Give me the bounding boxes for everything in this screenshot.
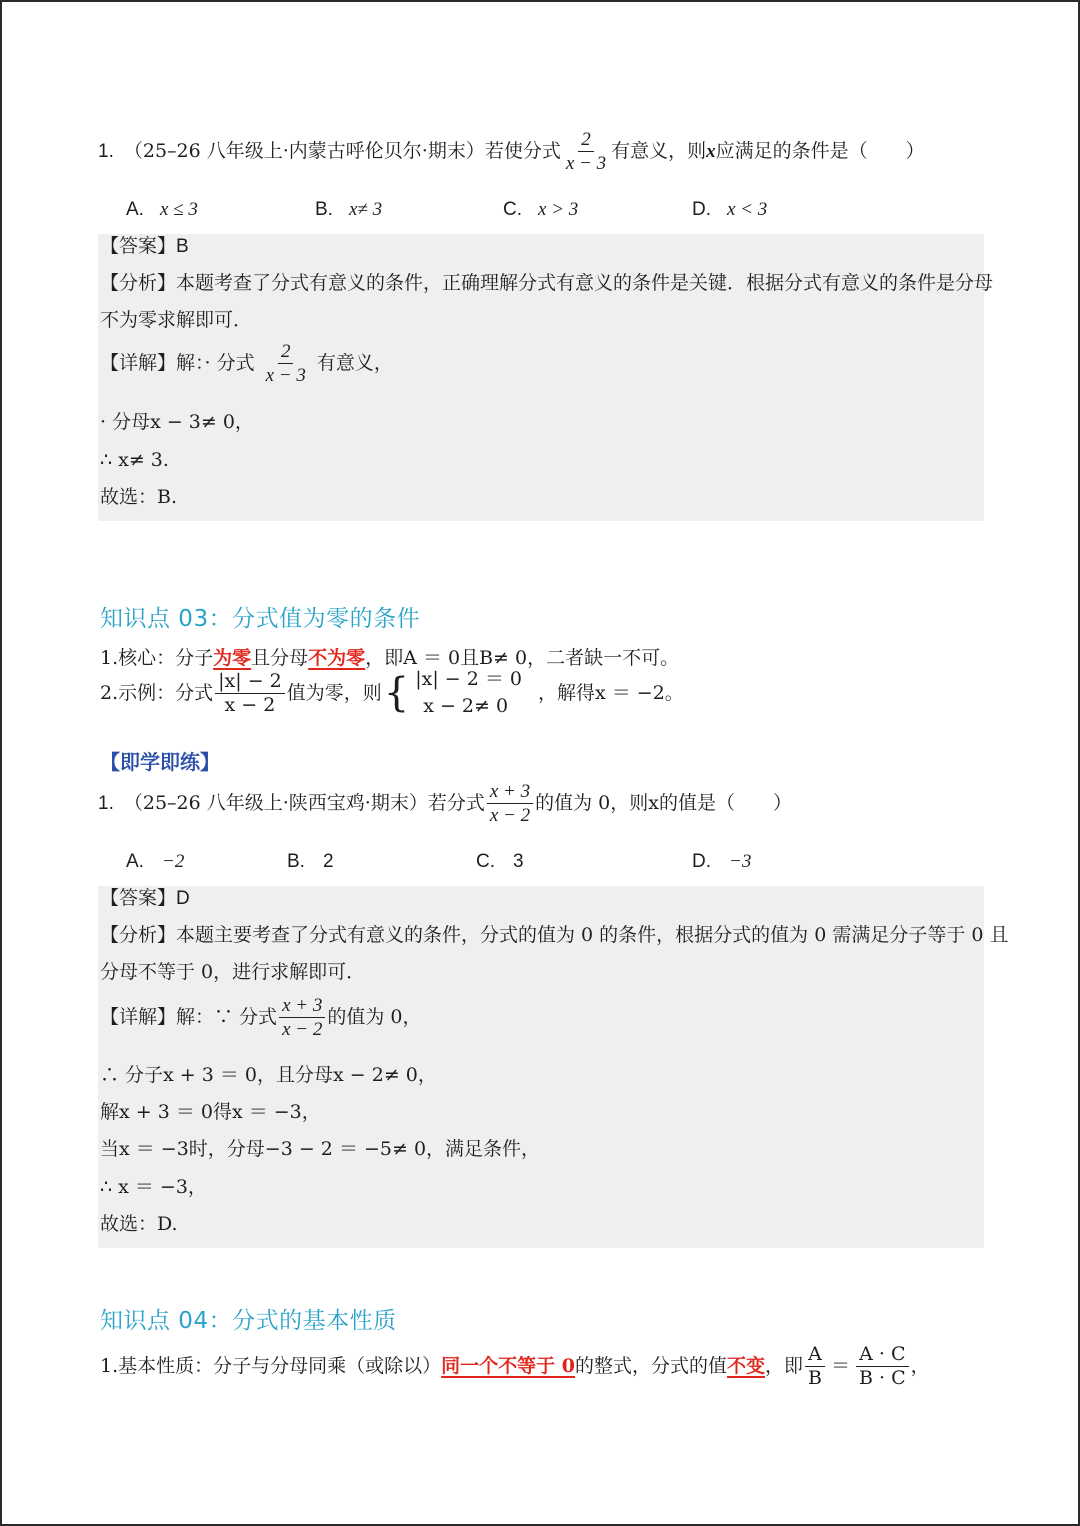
text: ，即A ＝ 0且B≠ 0，二者缺一不可。 [365,647,680,669]
fraction [263,342,309,385]
fraction-denominator: B [808,1367,822,1389]
option-a [126,852,184,871]
fraction-denominator: x − 2 [489,805,531,826]
option-b [315,200,382,219]
text: ， [910,1355,930,1377]
question-number: 1. [98,793,114,814]
fraction-denominator: x − 3 [565,153,607,174]
fraction [215,669,285,716]
option-label: D. [692,199,711,220]
solution-step: 当x ＝ −3时，分母−3 − 2 ＝ −5≠ 0，满足条件， [100,1138,541,1160]
choose-line: 故选：D. [100,1213,178,1235]
analysis-line-2: 分母不等于 0，进行求解即可． [100,961,366,983]
equals-sign: ＝ [831,1355,851,1377]
solution-step: ∴ 分子x + 3 ＝ 0，且分母x − 2≠ 0， [100,1064,437,1086]
fraction-numerator: A · C [856,1345,908,1367]
analysis-line-1 [100,274,993,293]
option-text: x < 3 [727,199,768,220]
fraction [856,1345,909,1388]
question-1-stem [98,130,925,173]
left-brace: { [383,670,410,716]
practice-title: 【即学即练】 [100,750,220,774]
emphasis-text: 不为零 [308,647,366,669]
fraction-denominator: x − 2 [282,1019,323,1040]
answer-line [100,237,189,256]
solution-step: ∴ x≠ 3. [100,449,169,471]
fraction-numerator: x + 3 [279,996,325,1018]
analysis-line-2: 不为零求解即可． [100,309,253,331]
fraction-denominator: B · C [859,1367,906,1389]
text: 值为零，则 [286,681,382,704]
answer-line [100,889,190,908]
detail-text: 解：∵ 分式 [176,1006,278,1028]
question-source: （25–26 八年级上·内蒙古呼伦贝尔·期末） [123,140,485,162]
equation-system [382,670,522,716]
practice-question-stem [98,782,792,825]
text: 且分母 [251,647,309,669]
fraction [805,1345,825,1388]
kp03-core-line [100,649,679,668]
stem-text: 有意义，则 [611,140,707,162]
fraction-numerator: A [805,1345,825,1367]
variable: x [706,141,716,162]
fraction [563,130,609,173]
detail-label: 【详解】 [100,1006,177,1028]
fraction-numerator: 2 [578,130,594,152]
fraction-numerator: 2 [278,342,294,364]
detail-text: 解：· 分式 [176,352,255,374]
analysis-text: 本题考查了分式有意义的条件，正确理解分式有意义的条件是关键．根据分式有意义的条件是分母 [176,272,994,294]
stem-text: 若分式 [427,792,485,814]
option-label: B. [287,851,305,872]
kp04-property-line [100,1345,930,1388]
solution-step: ∴ x ＝ −3， [100,1176,207,1198]
stem-text: 若使分式 [484,140,561,162]
fraction-numerator: |x| − 2 [215,672,285,694]
option-d [692,200,767,219]
question-number: 1. [98,141,114,162]
answer-label: 【答案】 [100,235,177,257]
text: 1.基本性质：分子与分母同乘（或除以） [100,1355,442,1377]
detail-text: 的值为 0， [327,1006,422,1028]
option-text: −3 [729,851,752,872]
solution-step: 解x + 3 ＝ 0得x ＝ −3， [100,1101,321,1123]
text: 2.示例：分式 [100,681,214,704]
option-text: −2 [162,851,185,872]
analysis-label: 【分析】 [100,924,177,946]
option-d [692,852,751,871]
detail-text: 有意义， [316,352,393,374]
system-equation: x − 2≠ 0 [423,695,509,717]
option-b [287,852,334,871]
option-c [476,852,524,871]
answer-label: 【答案】 [100,887,177,909]
answer-value: D [176,888,190,909]
fraction [487,782,533,825]
option-label: B. [315,199,333,220]
detail-line [100,342,393,385]
option-text: x ≤ 3 [160,199,198,220]
question-source: （25–26 八年级上·陕西宝鸡·期末） [123,792,428,814]
fraction [279,996,325,1039]
solution-step: · 分母x − 3≠ 0， [100,411,254,433]
detail-line [100,996,421,1039]
kp03-example-line [100,670,684,716]
option-c [503,200,578,219]
emphasis-text: 同一个不等于 0 [441,1355,575,1377]
analysis-text: 本题主要考查了分式有意义的条件，分式的值为 0 的条件，根据分式的值为 0 需满足分子等于 0 且 [176,924,1009,946]
fraction-numerator: x + 3 [487,782,533,804]
stem-text: 应满足的条件是（ ） [715,140,925,162]
text: ，即 [765,1355,804,1377]
option-text: 3 [513,851,524,872]
detail-label: 【详解】 [100,352,177,374]
section-heading: 知识点 04：分式的基本性质 [100,1308,397,1334]
choose-line: 故选：B. [100,486,178,508]
text: 1.核心：分子 [100,647,214,669]
text: 的整式，分式的值 [574,1355,727,1377]
stem-text: 的值为 0，则x的值是（ ） [535,792,792,814]
analysis-line-1 [100,926,1009,945]
option-text: 2 [323,851,334,872]
fraction-denominator: x − 3 [265,365,306,386]
text: ，解得x ＝ −2。 [538,681,684,704]
option-label: C. [503,199,522,220]
answer-value: B [176,236,189,257]
analysis-label: 【分析】 [100,272,177,294]
option-label: A. [126,851,144,872]
option-label: C. [476,851,495,872]
option-label: D. [692,851,711,872]
option-a [126,200,198,219]
option-text: x≠ 3 [349,199,383,220]
emphasis-text: 不变 [727,1355,766,1377]
option-label: A. [126,199,144,220]
fraction-denominator: x − 2 [224,693,276,716]
option-text: x > 3 [538,199,579,220]
emphasis-text: 为零 [213,647,252,669]
system-rows [415,670,522,716]
system-equation: |x| − 2 ＝ 0 [415,668,522,690]
section-heading: 知识点 03：分式值为零的条件 [100,606,421,632]
